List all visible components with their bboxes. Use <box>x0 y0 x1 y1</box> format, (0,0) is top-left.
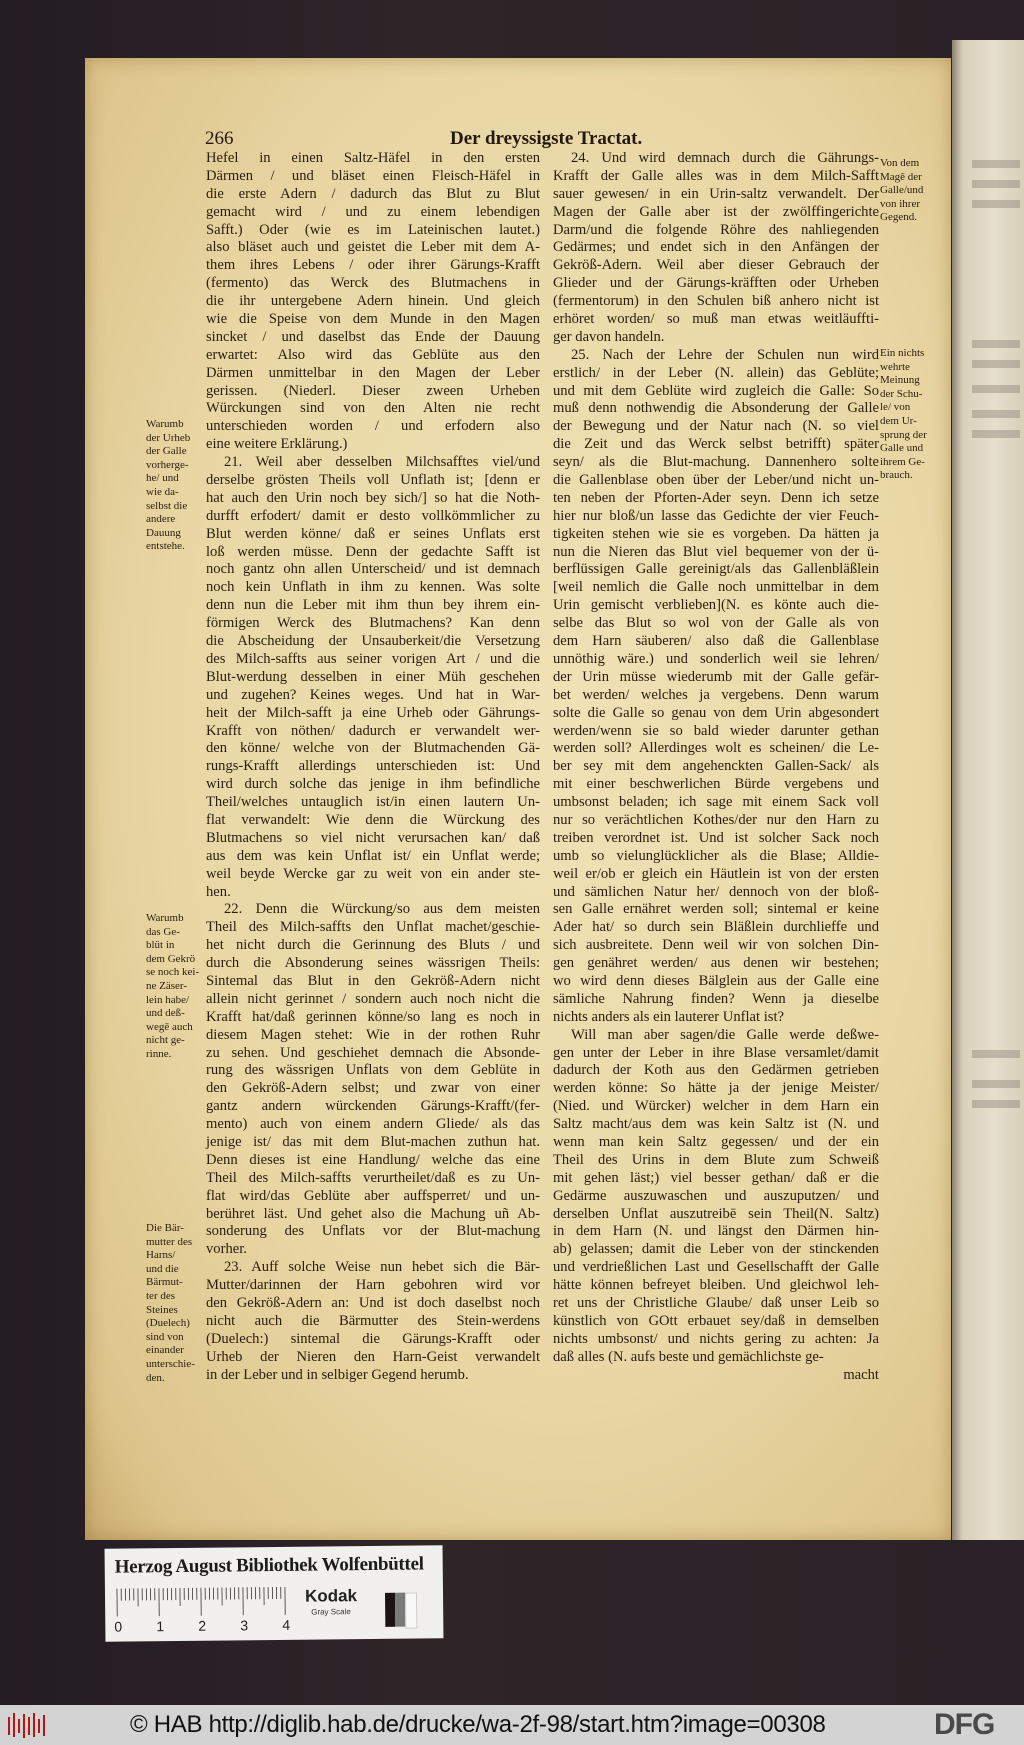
margin-note-line: Steines <box>146 1303 178 1316</box>
text-line: nicht auch die Bärmutter des Stein-werdens <box>206 1312 540 1329</box>
text-line: Theil des Urins in dem Blute zum Schweiß <box>553 1151 879 1168</box>
text-line: nur so verächtlichen Kothes/der nur den Harn zu <box>553 811 879 828</box>
margin-note-line: der Galle <box>146 445 187 458</box>
text-line: sauer gewesen/ in ein Urin-saltz verwandelt. Der <box>553 185 879 202</box>
gray-patch-mid <box>395 1593 405 1627</box>
margin-note-line: Ein nichts <box>880 347 925 359</box>
text-line: Hefel in einen Saltz-Häfel in den ersten <box>206 150 540 166</box>
text-line: gantz andern würckenden Gärungs-Krafft/(fer- <box>206 1098 540 1115</box>
text-line: der Bewegung und der Natur nach (N. so viel <box>553 418 879 435</box>
margin-note-line: (Duelech) <box>146 1317 190 1330</box>
margin-note-line: Bärmut- <box>146 1276 183 1289</box>
text-line: den Gekröß-Adern an: Und ist doch daselbst noch <box>206 1295 540 1311</box>
margin-note <box>880 347 940 483</box>
margin-note-line: Warumb <box>146 912 184 924</box>
text-line: ger davon handeln. <box>553 328 665 345</box>
text-line: Theil/welches untauglich ist/in einen lautern Un- <box>206 794 540 811</box>
text-line: die ihr untergebene Adern hinein. Und gleich <box>206 293 540 310</box>
text-line: also bläset auch und geistet die Leber mit dem A- <box>206 239 540 256</box>
text-line: unnöthig wäre.) und sonderlich weil sie lehren/ <box>553 650 879 667</box>
text-line: sincket / und daselbst das Ende der Dauung <box>206 328 540 345</box>
text-line: (fermentorum) in den Schulen biß anhero nicht ist <box>553 293 879 310</box>
text-line: hen. <box>206 883 231 900</box>
margin-note-line: se noch kei- <box>146 966 200 979</box>
margin-note-line: brauch. <box>880 469 913 482</box>
text-line: rung des wässrigen Unflats von dem Geblüte in <box>206 1062 540 1079</box>
bleed-through-text <box>972 340 1020 348</box>
text-line: 23. Auff solche Weise nun hebet sich die Bär- <box>224 1259 540 1276</box>
text-line: unterschieden worden / und erfodern also <box>206 418 540 435</box>
margin-note-line: sprung der <box>880 428 927 441</box>
text-line: them ihres Lebens / oder ihrer Gärungs-Krafft <box>206 257 540 274</box>
margin-note-line: Harns/ <box>146 1249 176 1262</box>
margin-note-line: von ihrer <box>880 197 921 210</box>
text-line: und zugehen? Keines weges. Und hat in War- <box>206 686 540 703</box>
gray-scale-label: Gray Scale <box>311 1607 351 1617</box>
margin-note-line: lein habe/ <box>146 993 190 1006</box>
text-line: ret uns der Christliche Glaube/ daß unser Leib so <box>553 1295 879 1311</box>
text-line: heit der Milch-safft ja eine Urheb oder Gährungs- <box>206 704 540 721</box>
text-line: weil beyde Wercke gar zu weit von ein ander ste- <box>206 865 540 882</box>
bleed-through-text <box>972 430 1020 438</box>
text-line: sen Galle ernähret werden soll; sintemal er keine <box>553 901 879 918</box>
text-line: in der Leber und in selbiger Gegend herumb. <box>206 1366 469 1383</box>
margin-note-line: rinne. <box>146 1047 172 1060</box>
margin-note-line: Die Bär- <box>146 1222 184 1234</box>
ruler-number: 1 <box>156 1618 165 1635</box>
margin-note-line: selbst die <box>146 499 188 512</box>
text-line: muß denn nothwendig die Absonderung der Galle <box>553 400 879 417</box>
text-line: die Abscheidung der Unsauberkeit/die Versetzung <box>206 633 540 650</box>
text-line: werden/wenn sie so bald wieder darunter gethan <box>553 722 879 739</box>
text-line: berühret läst. Und gehet also die Machung uñ Ab- <box>206 1205 540 1222</box>
bleed-through-text <box>972 1050 1020 1058</box>
text-line: und sämlichen Natur her/ dennoch von der bloß- <box>553 883 879 900</box>
text-line: Gedärmes; und endet sich in den Anfängen der <box>553 239 879 256</box>
margin-note <box>880 157 940 225</box>
text-line: allein nicht gerinnet / sondern auch noch nicht die <box>206 990 540 1007</box>
right-text-column <box>553 150 879 1384</box>
source-link[interactable]: © HAB http://diglib.hab.de/drucke/wa-2f-98/start.htm?image=00308 <box>130 1711 826 1738</box>
margin-note-line: Galle/und <box>880 184 924 197</box>
margin-note-line: ihrem Ge- <box>880 455 925 468</box>
text-line: erhöret worden/ so muß man etwas weitläuffti- <box>553 311 879 328</box>
text-line: und mit dem Geblüte wird zugleich die Galle: So <box>553 382 879 399</box>
text-line: wo wird denn dieses Bälglein aus der Galle eine <box>553 972 879 989</box>
text-line: derselben Unflat auszutreibē sein Theil(N. Saltz) <box>553 1205 879 1222</box>
bleed-through-text <box>972 360 1020 368</box>
text-line: gen genähret werden/ aus denen wir bestehen; <box>553 955 879 972</box>
text-line: eine weitere Erklärung.) <box>206 436 348 453</box>
text-line: künstlich von GOtt erbauet sey/daß in demselben <box>553 1312 879 1329</box>
ruler-number: 3 <box>240 1617 249 1634</box>
margin-note-line: das Ge- <box>146 925 180 938</box>
text-line: wird durch solche das jenige in ihm befindliche <box>206 776 540 793</box>
text-line: weil er/ob er gleich ein Häutlein ist von der ersten <box>553 865 879 882</box>
text-line: erwartet: Also wird das Geblüte aus den <box>206 346 540 363</box>
bleed-through-text <box>972 200 1020 208</box>
margin-note-line: blüt in <box>146 939 175 952</box>
text-line: Urin gemischt verblieben](N. es könte auch die- <box>553 597 879 614</box>
text-line: solte die Galle so genau von dem Urin abgesondert <box>553 704 879 721</box>
margin-note-line: und deß- <box>146 1007 185 1020</box>
text-line: durch die Absonderung seines wässrigen Theils: <box>206 955 540 972</box>
margin-note-line: sind von <box>146 1330 184 1343</box>
margin-note-line: Gegend. <box>880 211 917 224</box>
text-line: hat auch den Urin noch bey sich/] so hat die Noth- <box>206 489 540 506</box>
text-line: Blut werden könne/ daß er seines Unflats erst <box>206 525 540 542</box>
text-line: nichts anders als ein lauterer Unflat ist? <box>553 1008 784 1025</box>
text-line: nun die Nieren das Blut viel bequemer von der ü- <box>553 543 879 560</box>
text-line: werden könne: So hätte ja der jenige Meister/ <box>553 1080 879 1097</box>
text-line: Will man aber sagen/die Galle werde deßwe- <box>571 1026 879 1043</box>
gray-patch-black <box>385 1593 395 1627</box>
text-line: sich ausbreitete. Denn weil wir von solchen Din- <box>553 937 879 954</box>
text-line: mit einer beschwerlichen Bürde vergebens und <box>553 776 879 793</box>
text-line: flat verwandelt: Wie denn die Würckung des <box>206 811 540 828</box>
text-line: Würckungen sind von den Alten nie recht <box>206 400 540 417</box>
text-line: sonderung des Unflats vor der Blut-machung <box>206 1223 540 1240</box>
text-line: treiben verordnet ist. Und ist solcher Sack noch <box>553 829 879 846</box>
margin-note-line: nicht ge- <box>146 1034 185 1047</box>
margin-note <box>146 1222 202 1385</box>
margin-note-line: entstehe. <box>146 540 185 553</box>
text-line: Sintemal das Blut in den Gekröß-Adern nicht <box>206 972 540 989</box>
text-line: Mutter/darinnen der Harn gebohren wird vor <box>206 1277 540 1294</box>
adjacent-page-edge <box>952 40 1024 1540</box>
text-line: aus dem was kein Unflat ist/ ein Unflat werde; <box>206 847 540 864</box>
margin-note <box>146 912 202 1062</box>
text-line: den könne/ welche von der Blutmachenden Gä- <box>206 740 540 757</box>
margin-note-line: ne Zäser- <box>146 979 188 992</box>
margin-note-line: Meinung <box>880 374 920 387</box>
text-line: 25. Nach der Lehre der Schulen nun wird <box>571 346 879 363</box>
text-line: durfft erfodert/ damit er desto vollkömmlicher zu <box>206 507 540 524</box>
margin-note-line: einander <box>146 1344 184 1357</box>
text-line: der Urin müsse wiederumb mit der Galle gefär- <box>553 668 879 685</box>
text-line: berflüssigen Galle gereinigt/als das Gallenbläßlein <box>553 561 879 578</box>
text-line: flat wird/das Geblüte aber auffsperret/ und un- <box>206 1187 540 1204</box>
text-line: gerissen. (Niederl. Dieser zween Urheben <box>206 382 540 399</box>
margin-note-line: unterschie- <box>146 1357 195 1370</box>
margin-note-line: wie da- <box>146 485 179 498</box>
text-line: Därmen / und bläset einen Fleisch-Häfel in <box>206 167 540 184</box>
margin-note-line: wehrte <box>880 360 910 373</box>
ruler-number: 4 <box>282 1616 291 1633</box>
text-line: gemacht wird / und zu einem lebendigen <box>206 203 540 220</box>
text-line: umb so vielunglücklicher als die Blase; Alldie- <box>553 847 879 864</box>
bleed-through-text <box>972 1100 1020 1108</box>
gray-patch-white <box>405 1593 417 1629</box>
text-line: vorher. <box>206 1241 247 1258</box>
text-line: bet werden/ welches ja vergebens. Denn warum <box>553 686 879 703</box>
text-line: Blutmachens so viel nicht verursachen kan/ daß <box>206 829 540 846</box>
text-line: ten neben der Pforten-Ader seyn. Denn ich setze <box>553 489 879 506</box>
library-name: Herzog August Bibliothek Wolfenbüttel <box>114 1553 424 1578</box>
text-line: selbe das Blut so wol von der Galle als von <box>553 615 879 632</box>
text-line: noch gantz ohn allen Unterscheid/ und ist demnach <box>206 561 540 578</box>
text-line: die Zeit und das Werck selbst betrifft) später <box>553 436 879 453</box>
catchword: macht <box>843 1366 879 1383</box>
margin-note-line: le/ von <box>880 401 911 414</box>
dfg-logo: DFG <box>934 1708 995 1741</box>
text-line: Krafft von nöthen/ dadurch er verwandelt wer- <box>206 722 540 739</box>
text-line: diesem Magen stehet: Wie in der rothen Ruhr <box>206 1026 540 1043</box>
margin-note-line: Warumb <box>146 418 184 430</box>
text-line: (Duelech:) sintemal die Gärungs-Krafft oder <box>206 1330 540 1347</box>
bleed-through-text <box>972 1080 1020 1088</box>
text-line: gen unter der Leber in ihre Blase versamlet/damit <box>553 1044 879 1061</box>
text-line: des Milch-saffts aus seiner vorigen Art / und die <box>206 650 540 667</box>
text-line: den Gekröß-Adern selbst; und zwar von einer <box>206 1080 540 1097</box>
ruler-scale <box>115 1585 291 1617</box>
text-line: [weil nemlich die Galle noch unmittelbar in dem <box>553 579 879 596</box>
text-line: hätte können befreyet bleiben. Und gleichwol leh- <box>553 1277 879 1294</box>
ruler-number: 0 <box>114 1618 123 1635</box>
text-line: rungs-Krafft allerdings unterschieden ist: Und <box>206 758 540 775</box>
margin-note-line: vorherge- <box>146 458 189 471</box>
text-line: Därmen unmittelbar in den Magen der Leber <box>206 364 540 381</box>
margin-note-line: Galle und <box>880 442 924 455</box>
text-line: Gekröß-Adern. Weil aber dieser Gebrauch der <box>553 257 879 274</box>
margin-note-line: der Schu- <box>880 387 923 400</box>
margin-note-line: Dauung <box>146 526 181 539</box>
text-line: umbsonst beladen; ich sage mit einem Sack voll <box>553 794 879 811</box>
text-line: dem Harn säuberen/ also daß die Gallenblase <box>553 633 879 650</box>
text-line: Glieder und der Gärungs-kräfften oder Urheben <box>553 275 879 292</box>
bleed-through-text <box>972 410 1020 418</box>
text-line: zu sehen. Und geschiehet demnach die Absonde- <box>206 1044 540 1061</box>
text-line: denn nun die Leber mit ihm thun bey ihrem ein- <box>206 597 540 614</box>
text-line: Saltz macht/aus dem was kein Saltz ist (N. und <box>553 1116 879 1133</box>
text-line: (fermento) das Werck des Blutmachens in <box>206 275 540 292</box>
margin-note-line: mutter des <box>146 1235 193 1248</box>
text-line: Krafft der Galle alles was in dem Milch-Safft <box>553 167 879 184</box>
text-line: Safft.) Oder (wie es im Lateinischen lautet.) <box>206 221 540 238</box>
margin-note-line: Von dem <box>880 157 920 169</box>
text-line: hier nur bloß/un lasse das Gedichte der vier Feuch- <box>553 507 879 524</box>
color-calibration-card <box>105 1545 444 1642</box>
text-line: ab) gelassen; damit die Leber von der stinckenden <box>553 1241 879 1258</box>
text-line: Magen der Galle aber ist der zwölffingerichte <box>553 203 879 220</box>
bleed-through-text <box>972 160 1020 168</box>
text-line: tigkeiten stehen wie sie es vorgeben. Da hätten ja <box>553 525 879 542</box>
text-line: noch kein Unflath in ihm zu kennen. Was solte <box>206 579 540 596</box>
margin-note-line: he/ und <box>146 472 179 485</box>
text-line: ber sey mit dem angehenckten Gallen-Sack/ als <box>553 758 879 775</box>
text-line: Denn dieses ist eine Handlung/ welche das eine <box>206 1151 540 1168</box>
text-line: Krafft hat/daß gerinnen könne/so lang es noch in <box>206 1008 540 1025</box>
text-line: jenige ist/ das mit dem Blut-machen zuthun hat. <box>206 1133 540 1150</box>
margin-note-line: dem Gekrö <box>146 952 196 965</box>
text-line: Darm/und die folgende Röhre des nahliegenden <box>553 221 879 238</box>
text-line: 21. Weil aber desselben Milchsafftes viel/und <box>224 454 540 471</box>
margin-note-line: Magē der <box>880 170 922 183</box>
text-line: Blut-werdung desselben in einer Müh geschehen <box>206 668 540 685</box>
margin-note-line: ter des <box>146 1289 176 1302</box>
margin-note-line: und die <box>146 1262 179 1275</box>
bleed-through-text <box>972 385 1020 393</box>
margin-note-line: wegē auch <box>146 1020 193 1033</box>
text-line: wie die Speise von dem Munde in den Magen <box>206 311 540 328</box>
text-line: Gedärme auszuwaschen und auszuputzen/ und <box>553 1187 879 1204</box>
text-line: Theil des Milch-saffts verurtheilet/daß es zu Un- <box>206 1169 540 1186</box>
footer-bar <box>0 1705 1024 1745</box>
text-line: dadurch der Koth aus den Gedärmen getrieben <box>553 1062 879 1079</box>
text-line: werden soll? Allerdinges wolt es scheinen/ die Le- <box>553 740 879 757</box>
text-line: die erste Adern / dadurch das Blut zu Blut <box>206 185 540 202</box>
text-line: loß werden müsse. Denn der gedachte Safft ist <box>206 543 540 560</box>
text-line: het nicht durch die Gerinnung des Bluts / und <box>206 937 540 954</box>
text-line: förmigen Werck des Blutmachens? Kan denn <box>206 615 540 632</box>
text-line: 24. Und wird demnach durch die Gährungs- <box>571 150 879 166</box>
text-line: erstlich/ in der Leber (N. allein) das Geblüte; <box>553 364 879 381</box>
text-line: und verdrießlichen Last und Gesellschafft der Galle <box>553 1259 879 1276</box>
left-text-column <box>206 150 540 1384</box>
text-line: (Nied. und Würcker) welcher in dem Harn ein <box>553 1098 879 1115</box>
text-line: nichts umbsonst/ und nichts gering zu achten: Ja <box>553 1330 879 1347</box>
text-line: derselbe grösten Theils voll Unflath ist; [denn er <box>206 472 540 489</box>
text-line: Theil des Milch-saffts den Unflat machet/geschie- <box>206 919 540 936</box>
ruler-number: 2 <box>198 1617 207 1634</box>
margin-note-line: dem Ur- <box>880 414 917 427</box>
margin-note-line: der Urheb <box>146 431 191 444</box>
text-line: in dem Harn (N. und längst den Därmen hin- <box>553 1223 879 1240</box>
text-line: mit gehen läst;) viel besser gethan/ daß er die <box>553 1169 879 1186</box>
text-line: die Gallenblase oben über der Leber/und nicht un- <box>553 472 879 489</box>
text-line: Ader hat/ so durch sein Bläßlein durchlieffe und <box>553 919 879 936</box>
margin-note <box>146 418 202 554</box>
text-line: wenn man kein Saltz gegessen/ und der ein <box>553 1133 879 1150</box>
text-line: daß alles (N. aufs beste und gemächlichste ge- <box>553 1348 824 1365</box>
margin-note-line: den. <box>146 1371 165 1384</box>
kodak-label: Kodak <box>304 1586 358 1606</box>
hab-logo-icon <box>6 1711 48 1739</box>
text-line: 22. Denn die Würckung/so aus dem meisten <box>224 901 540 918</box>
text-line: sämliche Nahrung finden? Wenn ja dieselbe <box>553 990 879 1007</box>
text-line: mento) auch von einem andern Gliede/ als das <box>206 1116 540 1133</box>
bleed-through-text <box>972 180 1020 188</box>
page-number: 266 <box>205 128 234 149</box>
running-title: Der dreyssigste Tractat. <box>450 128 643 149</box>
text-line: Urheb der Nieren den Harn-Geist verwandelt <box>206 1348 540 1365</box>
margin-note-line: andere <box>146 513 176 526</box>
text-line: seyn/ als die Blut-machung. Dannenhero solte <box>553 454 879 471</box>
